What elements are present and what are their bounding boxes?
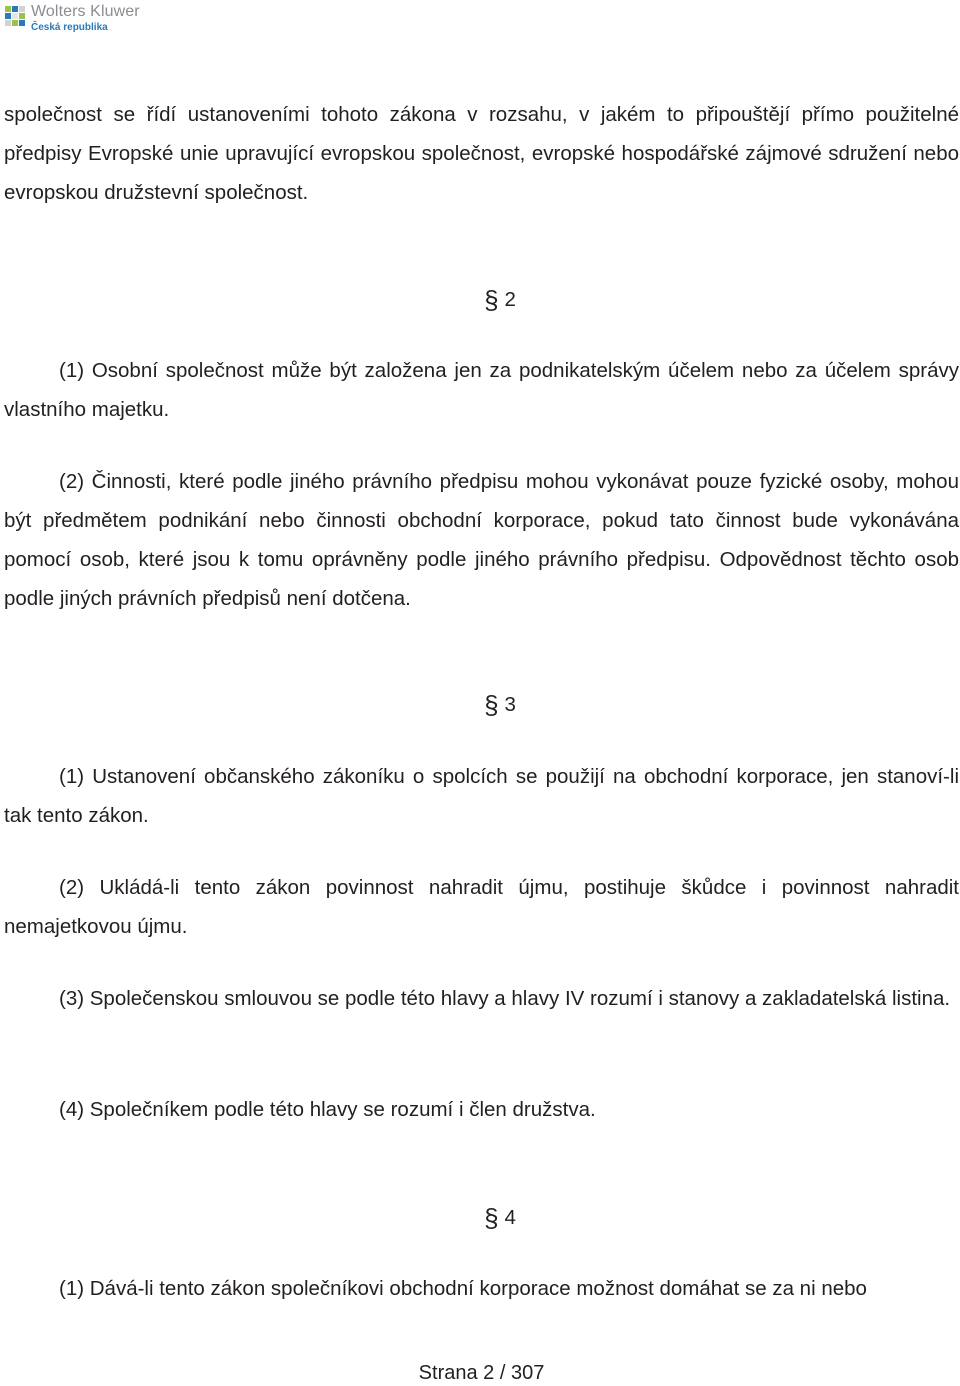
section-symbol: §: [484, 690, 499, 720]
section-3-paragraph-3: (3) Společenskou smlouvou se podle této hlavy a hlavy IV rozumí i stanovy a zakladatelská listina.: [59, 987, 951, 1010]
intro-paragraph: společnost se řídí ustanoveními tohoto zákona v rozsahu, v jakém to připouštějí přímo použitelné předpisy Evropské unie upravující evropskou společnost, evropské hospodářské zájmové sdružení nebo evropskou družstevní společnost.: [4, 103, 959, 204]
section-symbol: §: [484, 285, 499, 315]
section-2-paragraph-2: (2) Činnosti, které podle jiného právního předpisu mohou vykonávat pouze fyzické osoby, mohou být předmětem podnikání nebo činnosti obchodní korporace, pokud tato činnost bude vykonávána pomocí osob, které jsou k tomu oprávněny podle jiného právního předpisu. Odpovědnost těchto osob podle jiných právních předpisů není dotčena.: [4, 470, 959, 610]
publisher-logo: [4, 4, 140, 33]
brand-name: Wolters Kluwer: [31, 3, 140, 20]
section-symbol: §: [484, 1203, 499, 1233]
section-4-paragraph-1: (1) Dává-li tento zákon společníkovi obchodní korporace možnost domáhat se za ni nebo: [59, 1277, 867, 1300]
section-3-paragraph-4: (4) Společníkem podle této hlavy se rozumí i člen družstva.: [59, 1098, 596, 1121]
section-2-paragraph-1: (1) Osobní společnost může být založena jen za podnikatelským účelem nebo za účelem správy vlastního majetku.: [4, 359, 959, 421]
wolters-kluwer-logo-icon: [4, 5, 26, 27]
section-heading-3: [0, 690, 960, 720]
section-heading-2: [0, 285, 960, 315]
section-number: 2: [504, 288, 516, 311]
brand-subtitle: Česká republika: [31, 22, 108, 33]
section-3-paragraph-2: (2) Ukládá-li tento zákon povinnost nahradit újmu, postihuje škůdce i povinnost nahradit nemajetkovou újmu.: [4, 876, 959, 938]
page-number-footer: Strana 2 / 307: [418, 1362, 545, 1384]
section-3-paragraph-1: (1) Ustanovení občanského zákoníku o spolcích se použijí na obchodní korporace, jen stanoví-li tak tento zákon.: [4, 765, 959, 827]
section-heading-4: [0, 1203, 960, 1233]
section-number: 4: [504, 1206, 516, 1229]
section-number: 3: [504, 693, 516, 716]
